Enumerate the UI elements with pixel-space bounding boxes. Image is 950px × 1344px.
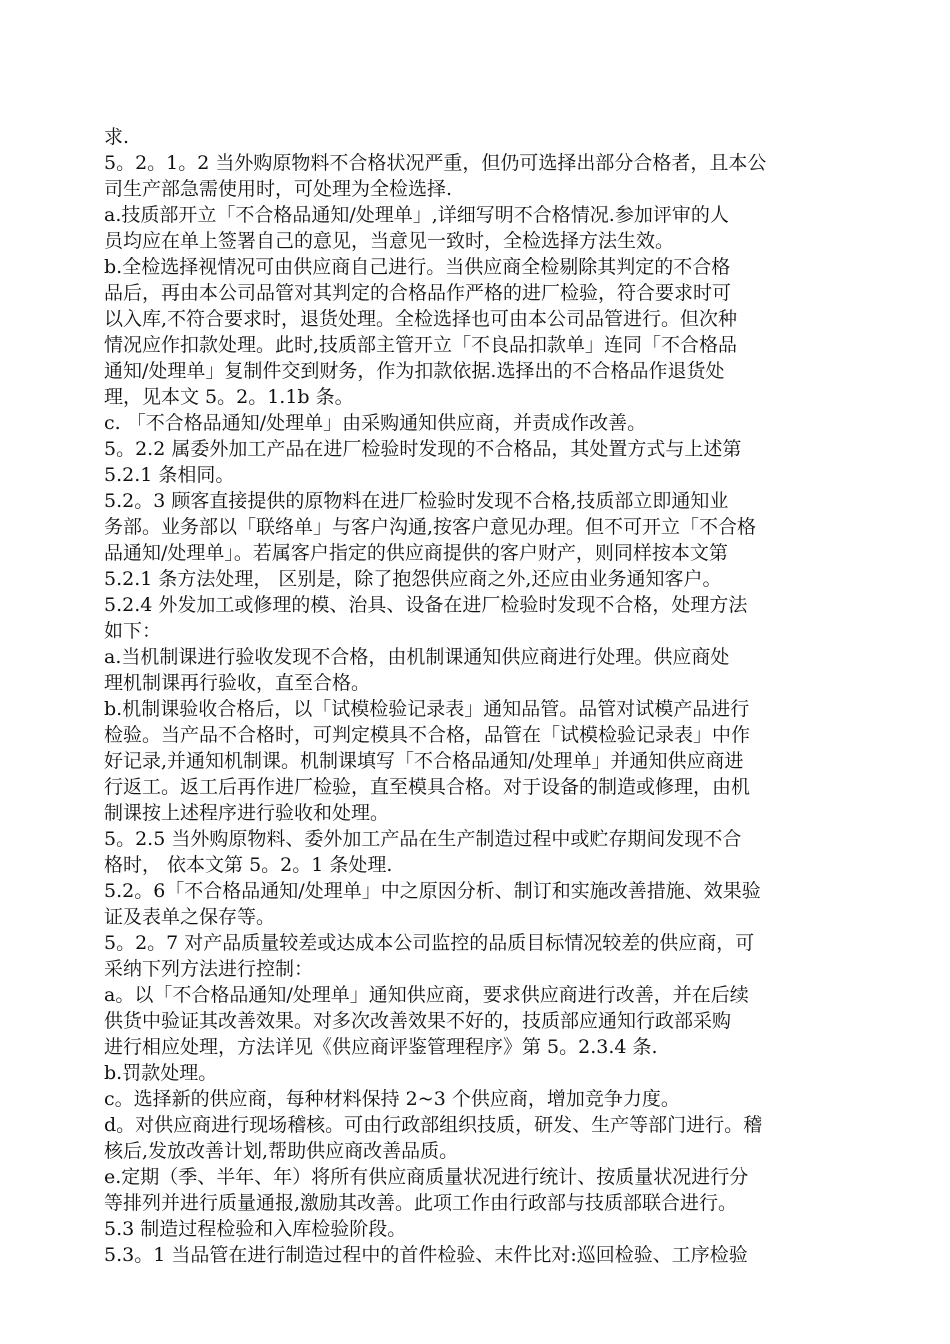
text-line: 5。2.5 当外购原物料、委外加工产品在生产制造过程中或贮存期间发现不合 bbox=[104, 828, 742, 850]
text-line: 5。2。7 对产品质量较差或达成本公司监控的品质目标情况较差的供应商，可 bbox=[104, 932, 755, 954]
text-line: 理，见本文 5。2。1.1b 条。 bbox=[104, 386, 354, 408]
text-line: 进行相应处理，方法详见《供应商评鉴管理程序》第 5。2.3.4 条. bbox=[104, 1036, 658, 1058]
text-line: 5.2.1 条相同。 bbox=[104, 464, 235, 486]
text-line: 员均应在单上签署自己的意见，当意见一致时，全检选择方法生效。 bbox=[104, 230, 675, 252]
text-line: 5.2。3 顾客直接提供的原物料在进厂检验时发现不合格,技质部立即通知业 bbox=[104, 490, 729, 512]
text-line: b.罚款处理。 bbox=[104, 1062, 218, 1084]
text-line: 格时， 依本文第 5。2。1 条处理. bbox=[104, 854, 393, 876]
text-line: a.技质部开立「不合格品通知/处理单」,详细写明不合格情况.参加评审的人 bbox=[104, 204, 729, 226]
text-line: c。选择新的供应商，每种材料保持 2~3 个供应商，增加竞争力度。 bbox=[104, 1088, 680, 1110]
text-line: 5.3。1 当品管在进行制造过程中的首件检验、末件比对:巡回检验、工序检验 bbox=[104, 1244, 748, 1266]
text-line: d。对供应商进行现场稽核。可由行政部组织技质，研发、生产等部门进行。稽 bbox=[104, 1114, 763, 1136]
text-line: 采纳下列方法进行控制： bbox=[104, 958, 314, 980]
text-line: 制课按上述程序进行验收和处理。 bbox=[104, 802, 390, 824]
text-line: 核后,发放改善计划,帮助供应商改善品质。 bbox=[104, 1140, 459, 1162]
text-line: 行返工。返工后再作进厂检验，直至模具合格。对于设备的制造或修理，由机 bbox=[104, 776, 751, 798]
text-line: 以入库,不符合要求时，退货处理。全检选择也可由本公司品管进行。但次种 bbox=[104, 308, 738, 330]
text-line: a.当机制课进行验收发现不合格，由机制课通知供应商进行处理。供应商处 bbox=[104, 646, 730, 668]
text-line: 供货中验证其改善效果。对多次改善效果不好的，技质部应通知行政部采购 bbox=[104, 1010, 732, 1032]
text-line: 5.3 制造过程检验和入库检验阶段。 bbox=[104, 1218, 407, 1240]
text-line: 5。2.2 属委外加工产品在进厂检验时发现的不合格品，其处置方式与上述第 bbox=[104, 438, 742, 460]
text-line: e.定期（季、半年、年）将所有供应商质量状况进行统计、按质量状况进行分 bbox=[104, 1166, 749, 1188]
text-line: 5.2.4 外发加工或修理的模、治具、设备在进厂检验时发现不合格，处理方法 bbox=[104, 594, 748, 616]
text-line: b.机制课验收合格后，以「试模检验记录表」通知品管。品管对试模产品进行 bbox=[104, 698, 750, 720]
text-line: 司生产部急需使用时，可处理为全检选择. bbox=[104, 178, 453, 200]
text-line: 品后，再由本公司品管对其判定的合格品作严格的进厂检验，符合要求时可 bbox=[104, 282, 732, 304]
text-line: 求. bbox=[104, 126, 130, 148]
text-line: 证及表单之保存等。 bbox=[104, 906, 276, 928]
text-line: 情况应作扣款处理。此时,技质部主管开立「不良品扣款单」连同「不合格品 bbox=[104, 334, 738, 356]
text-line: b.全检选择视情况可由供应商自己进行。当供应商全检剔除其判定的不合格 bbox=[104, 256, 731, 278]
text-line: c. 「不合格品通知/处理单」由采购通知供应商，并责成作改善。 bbox=[104, 412, 647, 434]
text-line: 等排列并进行质量通报,激励其改善。此项工作由行政部与技质部联合进行。 bbox=[104, 1192, 738, 1214]
text-line: 5.2。6「不合格品通知/处理单」中之原因分析、制订和实施改善措施、效果验 bbox=[104, 880, 761, 902]
text-line: 好记录,并通知机制课。机制课填写「不合格品通知/处理单」并通知供应商进 bbox=[104, 750, 744, 772]
text-line: 务部。业务部以「联络单」与客户沟通,按客户意见办理。但不可开立「不合格 bbox=[104, 516, 757, 538]
text-line: a。以「不合格品通知/处理单」通知供应商，要求供应商进行改善，并在后续 bbox=[104, 984, 749, 1006]
text-line: 品通知/处理单」。若属客户指定的供应商提供的客户财产，则同样按本文第 bbox=[104, 542, 728, 564]
text-line: 5.2.1 条方法处理， 区别是，除了抱怨供应商之外,还应由业务通知客户。 bbox=[104, 568, 722, 590]
document-body bbox=[104, 124, 844, 1268]
text-line: 如下： bbox=[104, 620, 162, 642]
text-line: 通知/处理单」复制件交到财务，作为扣款依据.选择出的不合格品作退货处 bbox=[104, 360, 725, 382]
text-line: 5。2。1。2 当外购原物料不合格状况严重，但仍可选择出部分合格者，且本公 bbox=[104, 152, 767, 174]
text-line: 理机制课再行验收，直至合格。 bbox=[104, 672, 371, 694]
text-line: 检验。当产品不合格时，可判定模具不合格，品管在「试模检验记录表」中作 bbox=[104, 724, 751, 746]
